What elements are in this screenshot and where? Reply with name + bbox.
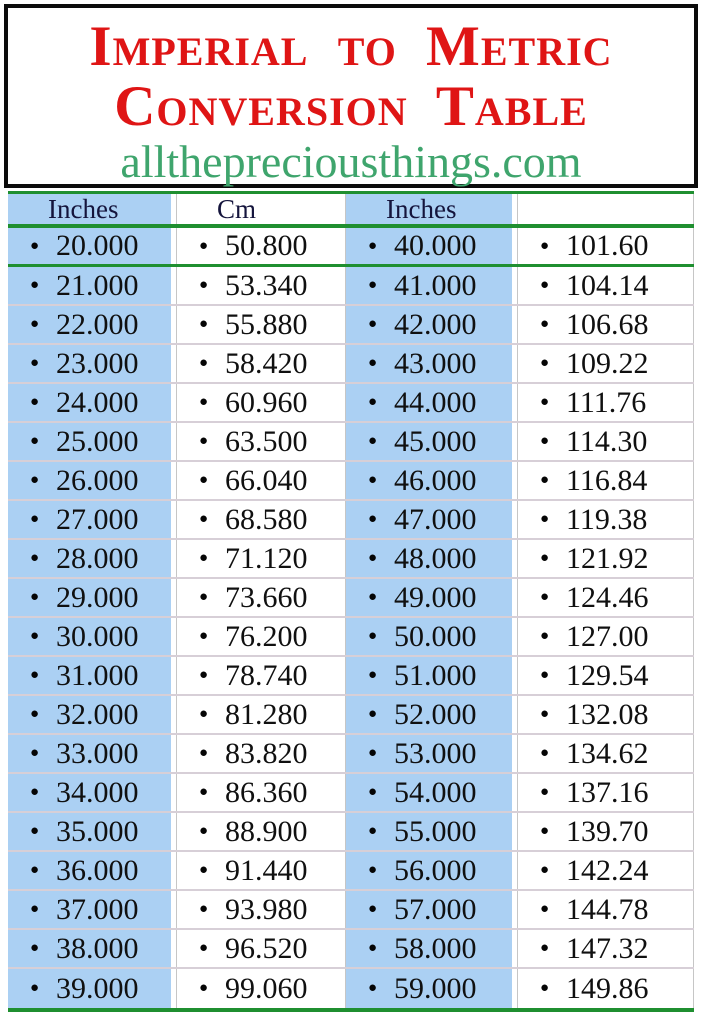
- inches-cell: [8, 930, 176, 967]
- cm-value: 66.040: [225, 463, 308, 497]
- inches-cell: [8, 384, 176, 421]
- bullet-icon: ●: [30, 628, 40, 644]
- cm-value: 144.78: [566, 892, 649, 926]
- cm-value: 88.900: [225, 814, 308, 848]
- inches-cell: [8, 579, 176, 616]
- cm-cell: [517, 228, 694, 264]
- column-header-inches-right: Inches: [346, 194, 517, 224]
- cm-value: 78.740: [225, 658, 308, 692]
- table-row: [8, 267, 694, 306]
- inches-value: 45.000: [394, 424, 477, 458]
- inches-value: 50.000: [394, 619, 477, 653]
- inches-value: 42.000: [394, 307, 477, 341]
- inches-value: 46.000: [394, 463, 477, 497]
- inches-cell: [8, 696, 176, 733]
- bullet-icon: ●: [199, 667, 209, 683]
- table-row: [8, 501, 694, 540]
- bullet-icon: ●: [30, 862, 40, 878]
- table-row: [8, 969, 694, 1008]
- inches-value: 37.000: [56, 892, 139, 926]
- bullet-icon: ●: [30, 745, 40, 761]
- inches-cell: [8, 306, 176, 343]
- inches-value: 24.000: [56, 385, 139, 419]
- cm-value: 147.32: [566, 931, 649, 965]
- inches-cell: [346, 969, 517, 1008]
- cm-value: 134.62: [566, 736, 649, 770]
- bullet-icon: ●: [540, 823, 550, 839]
- cm-cell: [517, 384, 694, 421]
- bullet-icon: ●: [199, 394, 209, 410]
- bullet-icon: ●: [368, 550, 378, 566]
- cm-cell: [517, 891, 694, 928]
- bullet-icon: ●: [30, 823, 40, 839]
- cm-value: 142.24: [566, 853, 649, 887]
- bullet-icon: ●: [30, 980, 40, 996]
- inches-value: 51.000: [394, 658, 477, 692]
- cm-cell: [176, 228, 346, 264]
- inches-cell: [346, 423, 517, 460]
- bullet-icon: ●: [540, 628, 550, 644]
- cm-cell: [176, 813, 346, 850]
- inches-cell: [8, 657, 176, 694]
- cm-value: 53.340: [225, 268, 308, 302]
- cm-value: 119.38: [566, 502, 648, 536]
- inches-cell: [346, 267, 517, 304]
- inches-cell: [8, 618, 176, 655]
- column-header-cm-left: Cm: [176, 194, 346, 224]
- bullet-icon: ●: [199, 433, 209, 449]
- cm-cell: [176, 735, 346, 772]
- bullet-icon: ●: [540, 433, 550, 449]
- cm-value: 91.440: [225, 853, 308, 887]
- inches-cell: [346, 852, 517, 889]
- cm-value: 68.580: [225, 502, 308, 536]
- inches-value: 20.000: [56, 229, 139, 262]
- table-body: [8, 228, 694, 1008]
- bullet-icon: ●: [368, 511, 378, 527]
- cm-value: 106.68: [566, 307, 649, 341]
- cm-cell: [176, 540, 346, 577]
- inches-value: 57.000: [394, 892, 477, 926]
- bullet-icon: ●: [199, 901, 209, 917]
- cm-cell: [176, 969, 346, 1008]
- table-header-row: [8, 194, 694, 228]
- cm-cell: [176, 345, 346, 382]
- cm-cell: [176, 423, 346, 460]
- inches-cell: [8, 774, 176, 811]
- bullet-icon: ●: [199, 706, 209, 722]
- bullet-icon: ●: [540, 980, 550, 996]
- page-title-line1: Imperial to Metric: [89, 15, 613, 78]
- cm-cell: [517, 969, 694, 1008]
- inches-value: 30.000: [56, 619, 139, 653]
- cm-value: 101.60: [566, 229, 649, 262]
- bullet-icon: ●: [30, 511, 40, 527]
- cm-value: 114.30: [566, 424, 648, 458]
- bullet-icon: ●: [30, 667, 40, 683]
- bullet-icon: ●: [540, 667, 550, 683]
- inches-cell: [8, 891, 176, 928]
- bullet-icon: ●: [30, 472, 40, 488]
- cm-value: 55.880: [225, 307, 308, 341]
- cm-value: 149.86: [566, 971, 649, 1005]
- cm-cell: [176, 891, 346, 928]
- table-row: [8, 579, 694, 618]
- cm-value: 111.76: [566, 385, 647, 419]
- bullet-icon: ●: [30, 901, 40, 917]
- bullet-icon: ●: [540, 862, 550, 878]
- cm-value: 121.92: [566, 541, 649, 575]
- inches-cell: [8, 345, 176, 382]
- bullet-icon: ●: [199, 784, 209, 800]
- inches-value: 52.000: [394, 697, 477, 731]
- inches-cell: [346, 579, 517, 616]
- bullet-icon: ●: [368, 784, 378, 800]
- cm-value: 132.08: [566, 697, 649, 731]
- bullet-icon: ●: [368, 940, 378, 956]
- cm-cell: [517, 852, 694, 889]
- inches-value: 28.000: [56, 541, 139, 575]
- bullet-icon: ●: [199, 355, 209, 371]
- cm-cell: [176, 501, 346, 538]
- table-row: [8, 228, 694, 267]
- inches-value: 56.000: [394, 853, 477, 887]
- inches-value: 32.000: [56, 697, 139, 731]
- bullet-icon: ●: [540, 237, 550, 254]
- inches-cell: [8, 852, 176, 889]
- table-row: [8, 930, 694, 969]
- inches-value: 35.000: [56, 814, 139, 848]
- bullet-icon: ●: [199, 472, 209, 488]
- bullet-icon: ●: [199, 940, 209, 956]
- cm-value: 63.500: [225, 424, 308, 458]
- bullet-icon: ●: [368, 980, 378, 996]
- cm-value: 104.14: [566, 268, 649, 302]
- cm-cell: [176, 267, 346, 304]
- bullet-icon: ●: [30, 784, 40, 800]
- cm-cell: [517, 423, 694, 460]
- inches-value: 53.000: [394, 736, 477, 770]
- header-card: [4, 4, 698, 188]
- cm-cell: [517, 540, 694, 577]
- bullet-icon: ●: [540, 784, 550, 800]
- inches-cell: [346, 813, 517, 850]
- table-row: [8, 735, 694, 774]
- bullet-icon: ●: [540, 589, 550, 605]
- bullet-icon: ●: [30, 940, 40, 956]
- cm-value: 60.960: [225, 385, 308, 419]
- inches-cell: [8, 228, 176, 264]
- inches-cell: [346, 930, 517, 967]
- cm-value: 81.280: [225, 697, 308, 731]
- bullet-icon: ●: [30, 550, 40, 566]
- cm-cell: [176, 774, 346, 811]
- cm-cell: [517, 267, 694, 304]
- bullet-icon: ●: [30, 394, 40, 410]
- bullet-icon: ●: [540, 355, 550, 371]
- bullet-icon: ●: [368, 628, 378, 644]
- cm-value: 86.360: [225, 775, 308, 809]
- bullet-icon: ●: [368, 433, 378, 449]
- cm-value: 137.16: [566, 775, 649, 809]
- bullet-icon: ●: [368, 589, 378, 605]
- table-row: [8, 891, 694, 930]
- bullet-icon: ●: [30, 316, 40, 332]
- inches-cell: [346, 891, 517, 928]
- inches-cell: [8, 969, 176, 1008]
- inches-value: 49.000: [394, 580, 477, 614]
- bullet-icon: ●: [30, 237, 40, 254]
- cm-value: 50.800: [225, 229, 308, 262]
- inches-cell: [346, 657, 517, 694]
- inches-value: 48.000: [394, 541, 477, 575]
- inches-cell: [346, 774, 517, 811]
- cm-cell: [517, 618, 694, 655]
- cm-cell: [176, 696, 346, 733]
- cm-value: 99.060: [225, 971, 308, 1005]
- inches-cell: [346, 540, 517, 577]
- cm-cell: [176, 306, 346, 343]
- table-row: [8, 852, 694, 891]
- cm-value: 139.70: [566, 814, 649, 848]
- table-row: [8, 540, 694, 579]
- inches-value: 40.000: [394, 229, 477, 262]
- inches-cell: [346, 462, 517, 499]
- bullet-icon: ●: [199, 316, 209, 332]
- inches-value: 41.000: [394, 268, 477, 302]
- bullet-icon: ●: [199, 980, 209, 996]
- cm-cell: [517, 813, 694, 850]
- bullet-icon: ●: [540, 394, 550, 410]
- bullet-icon: ●: [30, 277, 40, 293]
- bullet-icon: ●: [368, 667, 378, 683]
- cm-cell: [517, 774, 694, 811]
- bullet-icon: ●: [368, 823, 378, 839]
- page-title-line2: Conversion Table: [114, 75, 588, 138]
- cm-value: 93.980: [225, 892, 308, 926]
- cm-cell: [176, 657, 346, 694]
- inches-value: 59.000: [394, 971, 477, 1005]
- cm-value: 76.200: [225, 619, 308, 653]
- cm-cell: [517, 501, 694, 538]
- bullet-icon: ●: [368, 706, 378, 722]
- inches-value: 33.000: [56, 736, 139, 770]
- bullet-icon: ●: [540, 511, 550, 527]
- table-row: [8, 345, 694, 384]
- bullet-icon: ●: [540, 277, 550, 293]
- inches-cell: [346, 618, 517, 655]
- bullet-icon: ●: [199, 628, 209, 644]
- inches-cell: [8, 267, 176, 304]
- inches-value: 25.000: [56, 424, 139, 458]
- table-row: [8, 423, 694, 462]
- bullet-icon: ●: [540, 940, 550, 956]
- table-row: [8, 618, 694, 657]
- cm-cell: [176, 384, 346, 421]
- column-header-cm-right: [517, 194, 694, 224]
- cm-value: 124.46: [566, 580, 649, 614]
- inches-value: 47.000: [394, 502, 477, 536]
- cm-cell: [176, 462, 346, 499]
- cm-cell: [176, 930, 346, 967]
- bullet-icon: ●: [199, 277, 209, 293]
- conversion-table: [8, 191, 694, 1012]
- cm-cell: [176, 579, 346, 616]
- inches-value: 21.000: [56, 268, 139, 302]
- inches-value: 38.000: [56, 931, 139, 965]
- cm-value: 129.54: [566, 658, 649, 692]
- cm-value: 127.00: [566, 619, 649, 653]
- bullet-icon: ●: [30, 433, 40, 449]
- inches-value: 58.000: [394, 931, 477, 965]
- cm-value: 58.420: [225, 346, 308, 380]
- cm-cell: [517, 930, 694, 967]
- cm-cell: [176, 852, 346, 889]
- inches-cell: [346, 228, 517, 264]
- cm-cell: [517, 696, 694, 733]
- inches-value: 34.000: [56, 775, 139, 809]
- bullet-icon: ●: [368, 862, 378, 878]
- bullet-icon: ●: [540, 706, 550, 722]
- bullet-icon: ●: [199, 745, 209, 761]
- inches-cell: [8, 540, 176, 577]
- inches-value: 29.000: [56, 580, 139, 614]
- inches-value: 22.000: [56, 307, 139, 341]
- bullet-icon: ●: [368, 394, 378, 410]
- bullet-icon: ●: [199, 589, 209, 605]
- inches-value: 39.000: [56, 971, 139, 1005]
- inches-cell: [346, 696, 517, 733]
- inches-cell: [8, 423, 176, 460]
- inches-cell: [346, 501, 517, 538]
- bullet-icon: ●: [368, 316, 378, 332]
- cm-cell: [517, 462, 694, 499]
- table-row: [8, 774, 694, 813]
- bullet-icon: ●: [540, 901, 550, 917]
- bullet-icon: ●: [368, 355, 378, 371]
- cm-cell: [176, 618, 346, 655]
- inches-cell: [8, 813, 176, 850]
- inches-value: 44.000: [394, 385, 477, 419]
- column-header-inches-left: Inches: [8, 194, 176, 224]
- table-row: [8, 657, 694, 696]
- bullet-icon: ●: [199, 237, 209, 254]
- inches-value: 54.000: [394, 775, 477, 809]
- cm-value: 109.22: [566, 346, 649, 380]
- cm-value: 71.120: [225, 541, 308, 575]
- website-url: allthepreciousthings.com: [120, 136, 582, 187]
- bullet-icon: ●: [540, 472, 550, 488]
- bullet-icon: ●: [199, 550, 209, 566]
- cm-value: 96.520: [225, 931, 308, 965]
- inches-cell: [8, 501, 176, 538]
- table-row: [8, 813, 694, 852]
- table-row: [8, 306, 694, 345]
- inches-cell: [8, 462, 176, 499]
- table-row: [8, 384, 694, 423]
- cm-cell: [517, 345, 694, 382]
- bullet-icon: ●: [368, 237, 378, 254]
- cm-cell: [517, 579, 694, 616]
- cm-cell: [517, 657, 694, 694]
- table-row: [8, 462, 694, 501]
- inches-value: 31.000: [56, 658, 139, 692]
- bullet-icon: ●: [199, 511, 209, 527]
- inches-value: 27.000: [56, 502, 139, 536]
- bullet-icon: ●: [368, 901, 378, 917]
- inches-value: 55.000: [394, 814, 477, 848]
- bullet-icon: ●: [199, 823, 209, 839]
- bullet-icon: ●: [30, 706, 40, 722]
- bullet-icon: ●: [30, 589, 40, 605]
- cm-cell: [517, 306, 694, 343]
- inches-value: 36.000: [56, 853, 139, 887]
- bullet-icon: ●: [368, 745, 378, 761]
- bullet-icon: ●: [540, 316, 550, 332]
- cm-value: 83.820: [225, 736, 308, 770]
- inches-cell: [346, 384, 517, 421]
- inches-value: 23.000: [56, 346, 139, 380]
- bullet-icon: ●: [199, 862, 209, 878]
- bullet-icon: ●: [368, 277, 378, 293]
- bullet-icon: ●: [30, 355, 40, 371]
- table-row: [8, 696, 694, 735]
- inches-cell: [346, 345, 517, 382]
- cm-value: 73.660: [225, 580, 308, 614]
- inches-cell: [8, 735, 176, 772]
- inches-cell: [346, 306, 517, 343]
- bullet-icon: ●: [540, 550, 550, 566]
- bullet-icon: ●: [540, 745, 550, 761]
- inches-cell: [346, 735, 517, 772]
- cm-value: 116.84: [566, 463, 648, 497]
- inches-value: 26.000: [56, 463, 139, 497]
- inches-value: 43.000: [394, 346, 477, 380]
- cm-cell: [517, 735, 694, 772]
- bullet-icon: ●: [368, 472, 378, 488]
